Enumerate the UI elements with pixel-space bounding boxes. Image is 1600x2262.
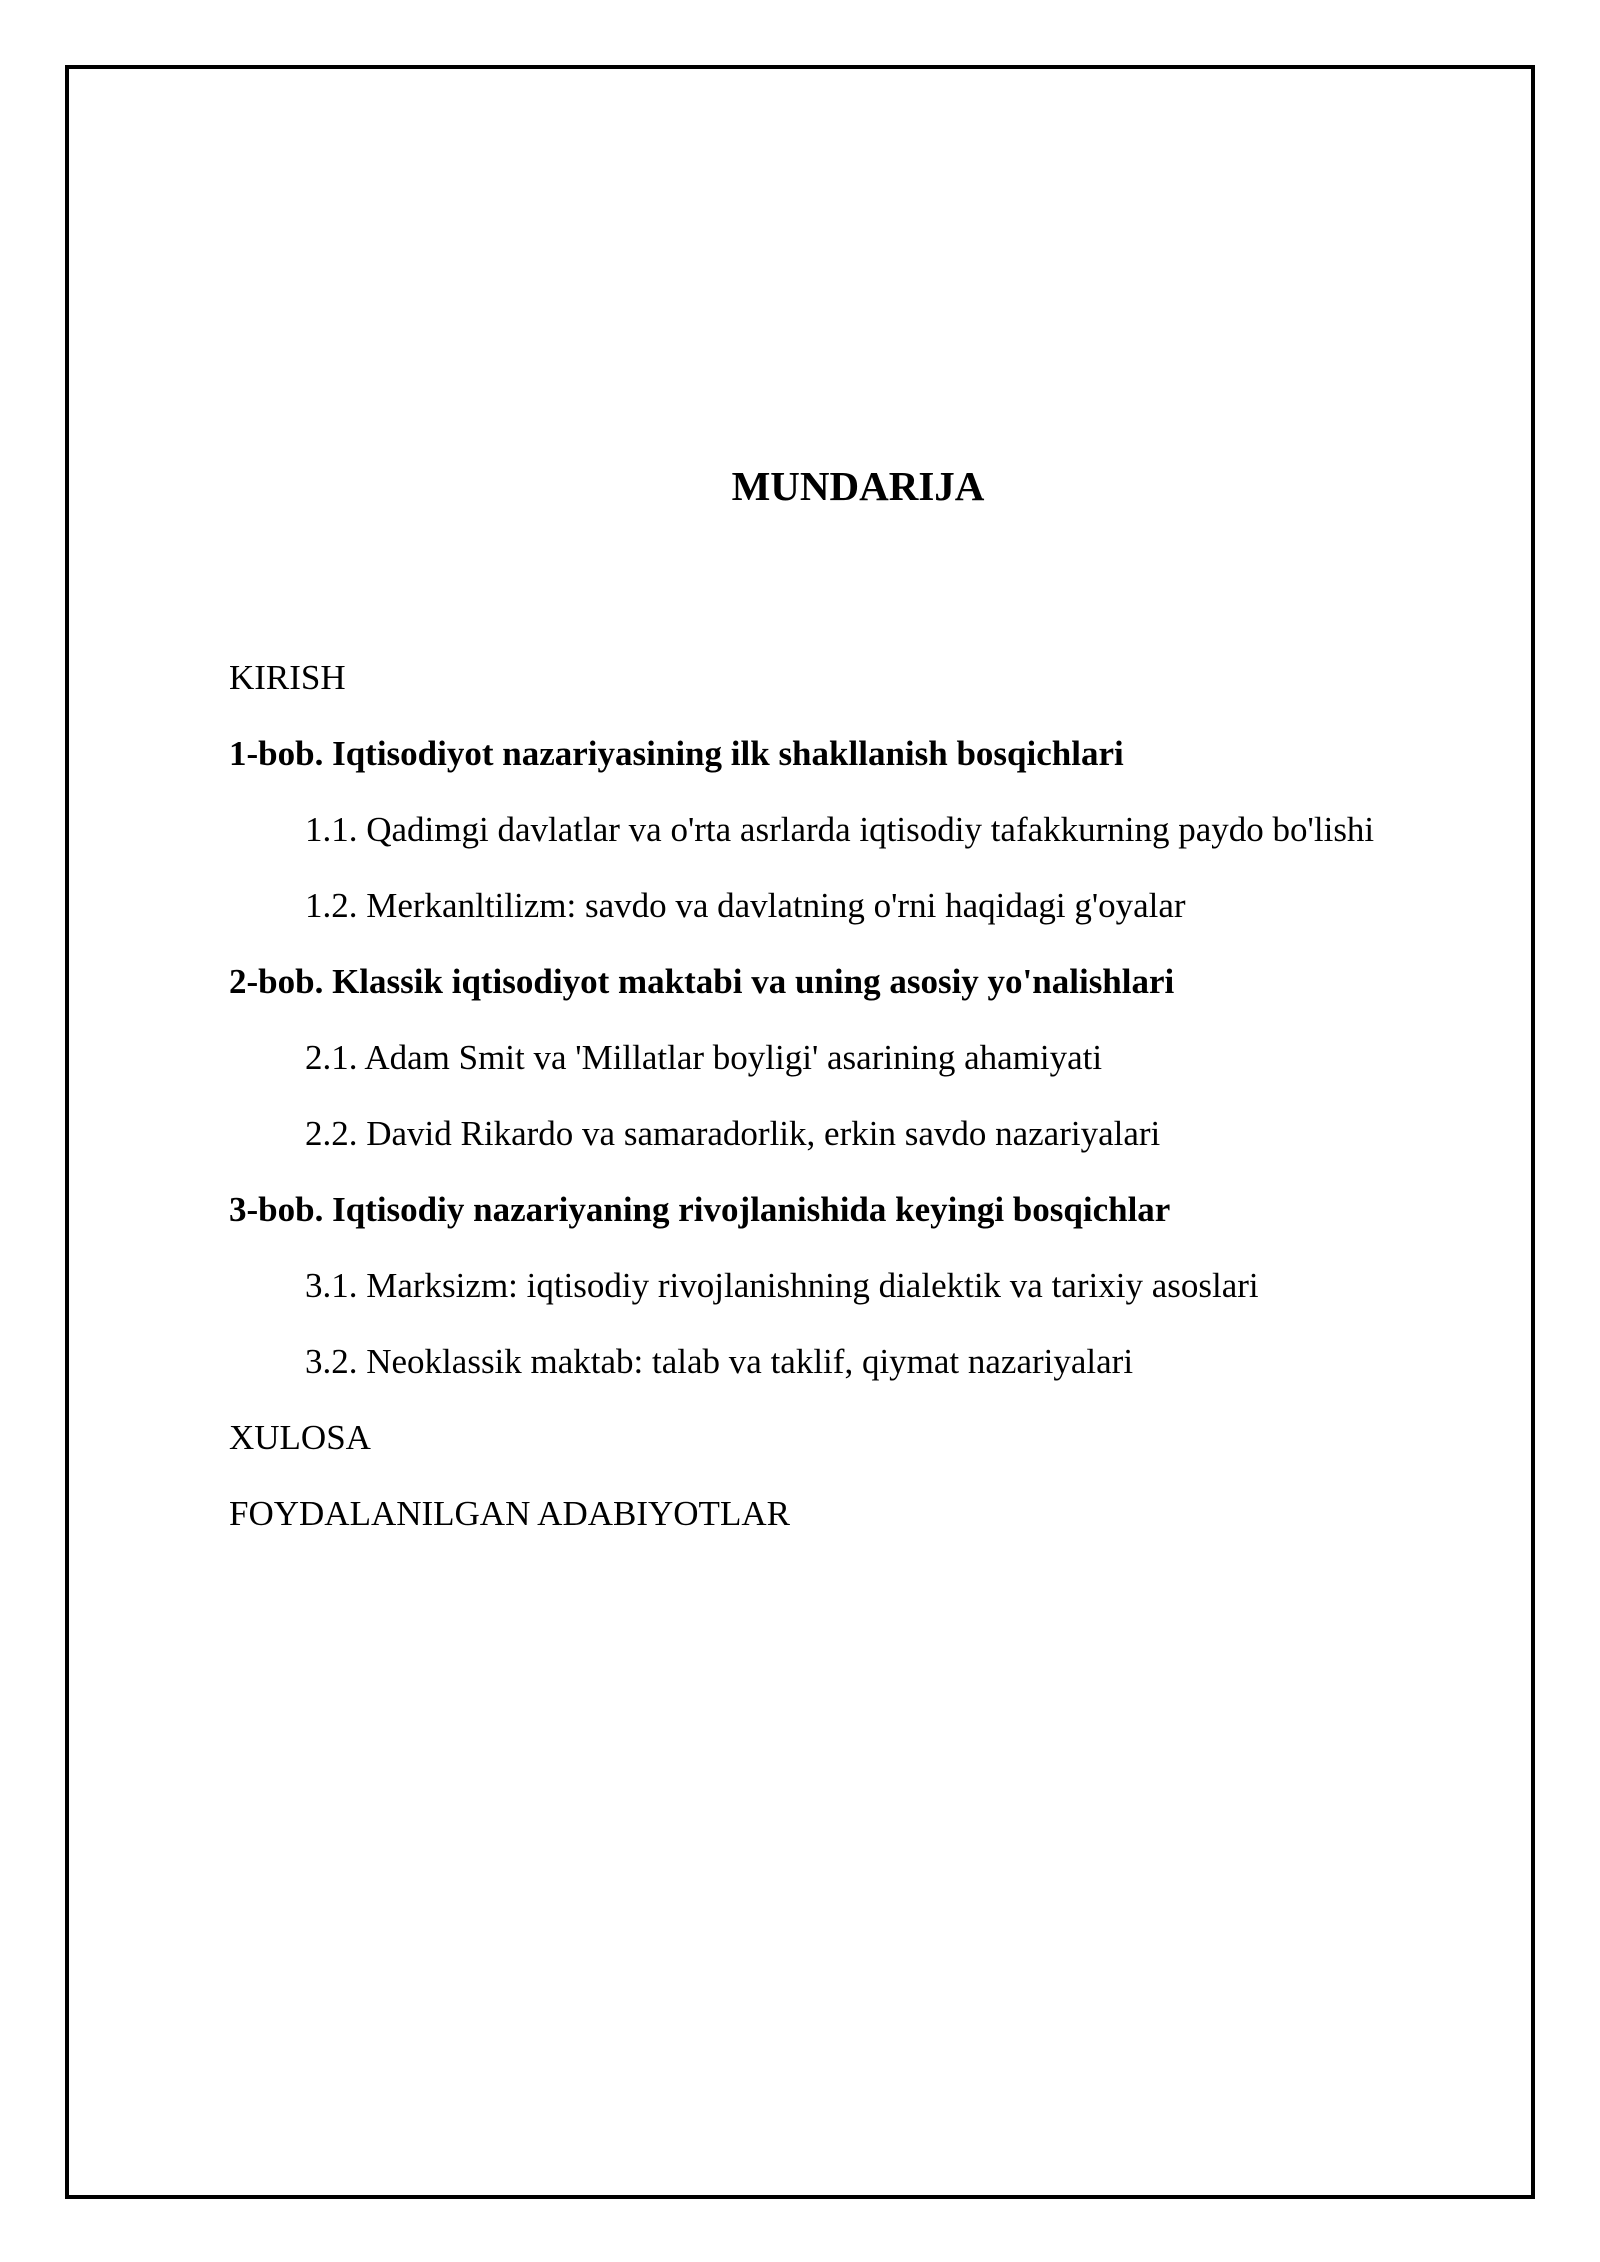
toc-entry-references: FOYDALANILGAN ADABIYOTLAR <box>229 1494 790 1533</box>
toc-entry-chapter-1: 1-bob. Iqtisodiyot nazariyasining ilk shakllanish bosqichlari <box>229 734 1124 773</box>
toc-entry-chapter-3: 3-bob. Iqtisodiy nazariyaning rivojlanishida keyingi bosqichlar <box>229 1190 1171 1229</box>
toc-entry-introduction: KIRISH <box>229 658 346 697</box>
toc-entry-section-2-1: 2.1. Adam Smit va 'Millatlar boyligi' asarining ahamiyati <box>305 1038 1103 1077</box>
page-title: MUNDARIJA <box>731 463 985 509</box>
toc-entry-conclusion: XULOSA <box>229 1418 371 1457</box>
toc-entry-section-3-1: 3.1. Marksizm: iqtisodiy rivojlanishning dialektik va tarixiy asoslari <box>305 1266 1259 1305</box>
toc-entry-section-2-2: 2.2. David Rikardo va samaradorlik, erkin savdo nazariyalari <box>305 1114 1161 1153</box>
toc-entry-section-1-2: 1.2. Merkanltilizm: savdo va davlatning o'rni haqidagi g'oyalar <box>305 886 1186 925</box>
toc-entry-section-3-2: 3.2. Neoklassik maktab: talab va taklif, qiymat nazariyalari <box>305 1342 1134 1381</box>
toc-entry-chapter-2: 2-bob. Klassik iqtisodiyot maktabi va uning asosiy yo'nalishlari <box>229 962 1175 1001</box>
toc-entry-section-1-1: 1.1. Qadimgi davlatlar va o'rta asrlarda iqtisodiy tafakkurning paydo bo'lishi <box>305 810 1375 849</box>
table-of-contents <box>229 640 1374 1552</box>
